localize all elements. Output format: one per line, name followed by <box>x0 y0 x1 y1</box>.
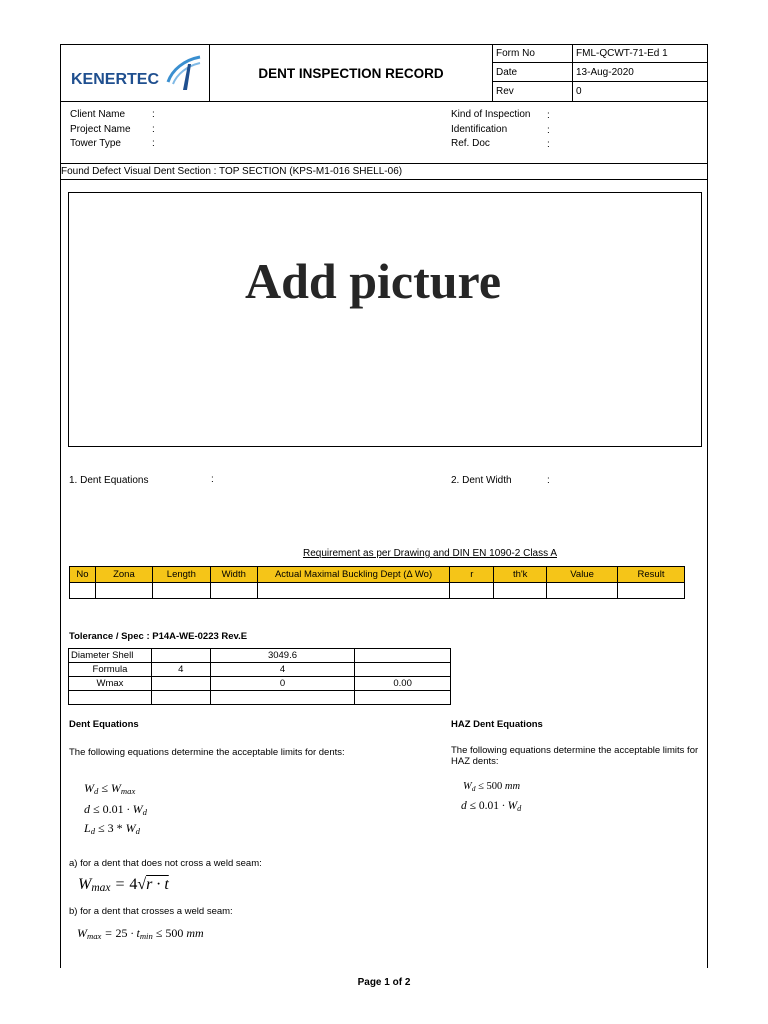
table-cell[interactable] <box>210 583 257 599</box>
kind-of-inspection-label: Kind of Inspection <box>451 109 531 120</box>
client-name-sep: : <box>152 109 155 120</box>
col-r: r <box>450 567 494 583</box>
requirement-title: Requirement as per Drawing and DIN EN 1090-2 Class A <box>302 548 557 559</box>
dent-equations-heading: Dent Equations <box>69 719 139 730</box>
table-cell <box>151 691 210 705</box>
rev-value: 0 <box>576 86 582 97</box>
ref-doc-label: Ref. Doc <box>451 138 490 149</box>
table-row <box>69 691 451 705</box>
dent-equations-label: 1. Dent Equations <box>69 475 149 486</box>
project-name-sep: : <box>152 124 155 135</box>
document-title: DENT INSPECTION RECORD <box>210 44 493 102</box>
kenertec-logo <box>60 44 210 102</box>
case-b-text: b) for a dent that crosses a weld seam: <box>69 906 233 917</box>
tol-wmax-result: 0.00 <box>355 677 451 691</box>
table-cell[interactable] <box>70 583 96 599</box>
col-zona: Zona <box>95 567 152 583</box>
col-result: Result <box>618 567 685 583</box>
table-row <box>69 677 451 691</box>
requirement-header-row <box>70 567 685 583</box>
requirement-table <box>69 566 685 599</box>
case-a-text: a) for a dent that does not cross a weld seam: <box>69 858 262 869</box>
logo-wordmark: KENERTEC <box>71 71 160 88</box>
equation-ld-limit: $L_d \le 3 * W_d$ <box>84 821 140 836</box>
table-cell[interactable] <box>494 583 547 599</box>
table-row <box>69 649 451 663</box>
tower-type-sep: : <box>152 138 155 149</box>
date-value: 13-Aug-2020 <box>573 63 708 82</box>
identification-label: Identification <box>451 124 508 135</box>
col-value: Value <box>547 567 618 583</box>
table-row <box>69 663 451 677</box>
client-name-label: Client Name <box>70 109 126 120</box>
tol-diameter-value: 3049.6 <box>210 649 355 663</box>
tol-formula-value: 4 <box>151 663 210 677</box>
equation-wd-wmax: $W_d \le W_{max}$ <box>84 781 136 796</box>
tol-formula-result: 4 <box>210 663 355 677</box>
table-cell[interactable] <box>95 583 152 599</box>
table-cell <box>151 649 210 663</box>
tol-wmax-value: 0 <box>210 677 355 691</box>
col-width: Width <box>210 567 257 583</box>
equation-wmax-no-weld: $W_{max} = 4√r \cdot t$ <box>78 876 169 894</box>
kind-of-inspection-sep: : <box>547 110 550 121</box>
project-name-label: Project Name <box>70 124 131 135</box>
col-no: No <box>70 567 96 583</box>
dent-width-sep: : <box>547 475 550 486</box>
tolerance-title: Tolerance / Spec : P14A-WE-0223 Rev.E <box>69 631 248 642</box>
date-label: Date <box>493 63 573 82</box>
table-cell[interactable] <box>450 583 494 599</box>
picture-placeholder: Add picture <box>244 253 502 309</box>
equation-wmax-weld: $W_{max} = 25 \cdot t_{min} \le 500$ mm <box>77 926 204 941</box>
identification-sep: : <box>547 125 550 136</box>
tol-diameter-label: Diameter Shell <box>69 649 152 663</box>
page-number: Page 1 of 2 <box>357 977 411 988</box>
haz-equations-heading: HAZ Dent Equations <box>451 719 543 730</box>
table-cell <box>355 663 451 677</box>
tower-type-label: Tower Type <box>70 138 121 149</box>
dent-equations-sep: : <box>211 474 214 485</box>
table-row <box>70 583 685 599</box>
table-cell <box>210 691 355 705</box>
col-buckling-dept: Actual Maximal Buckling Dept (Δ Wo) <box>257 567 450 583</box>
col-thk: th'k <box>494 567 547 583</box>
tol-formula-label: Formula <box>69 663 152 677</box>
table-cell[interactable] <box>152 583 210 599</box>
table-cell <box>355 691 451 705</box>
haz-equation-wd: $W_d \le 500$ mm <box>463 781 521 793</box>
table-cell[interactable] <box>257 583 450 599</box>
form-no-label: Form No <box>493 44 573 63</box>
form-no-value: FML-QCWT-71-Ed 1 <box>573 44 708 63</box>
table-cell[interactable] <box>547 583 618 599</box>
table-cell <box>69 691 152 705</box>
rev-label: Rev <box>493 82 573 101</box>
equation-d-limit: $d \le 0.01 \cdot W_d$ <box>84 802 147 817</box>
dent-width-label: 2. Dent Width <box>451 475 512 486</box>
logo-cell <box>60 44 210 102</box>
dent-equations-intro: The following equations determine the acceptable limits for dents: <box>69 747 345 758</box>
table-cell <box>355 649 451 663</box>
defect-section-line: Found Defect Visual Dent Section : TOP SECTION (KPS-M1-016 SHELL-06) <box>60 163 708 180</box>
haz-equations-intro: The following equations determine the acceptable limits for HAZ dents: <box>451 745 699 767</box>
table-cell[interactable] <box>618 583 685 599</box>
picture-frame[interactable] <box>68 192 702 447</box>
tolerance-table <box>68 648 451 705</box>
ref-doc-sep: : <box>547 139 550 150</box>
table-cell <box>151 677 210 691</box>
tol-wmax-label: Wmax <box>69 677 152 691</box>
col-length: Length <box>152 567 210 583</box>
haz-equation-d: $d \le 0.01 \cdot W_d$ <box>461 800 522 813</box>
page-frame <box>60 44 708 968</box>
